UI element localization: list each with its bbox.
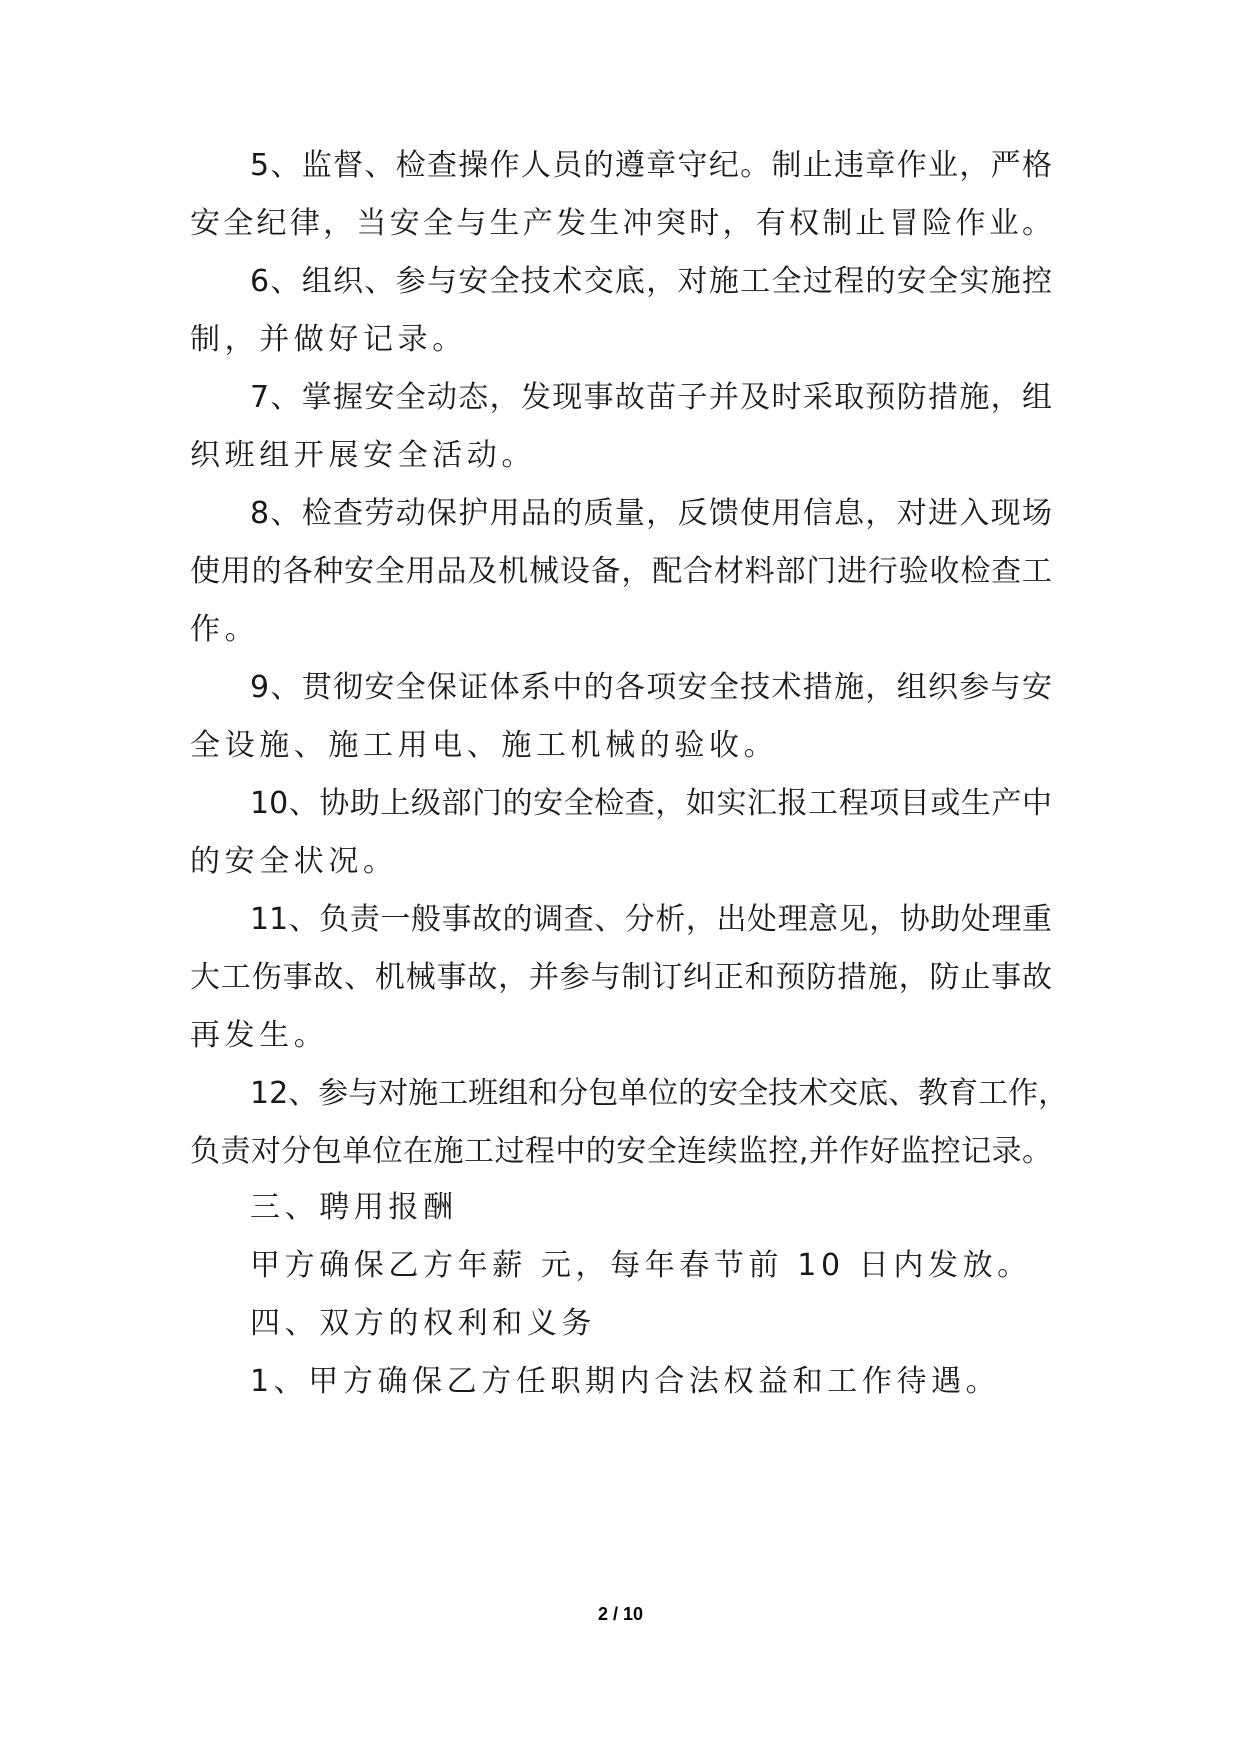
paragraph-6-line-1: 6、组织、参与安全技术交底，对施工全过程的安全实施控 [250,264,1052,299]
paragraph-12-line-1: 12、参与对施工班组和分包单位的安全技术交底、教育工作， [250,1076,1069,1111]
rights-item-1: 1、甲方确保乙方任职期内合法权益和工作待遇。 [250,1364,1001,1399]
section-heading-remuneration: 三、聘用报酬 [250,1190,458,1225]
section-heading-rights-obligations: 四、双方的权利和义务 [250,1306,596,1341]
paragraph-8-line-2: 使用的各种安全用品及机械设备，配合材料部门进行验收检查工 [190,554,1052,589]
paragraph-9-line-1: 9、贯彻安全保证体系中的各项安全技术措施，组织参与安 [250,670,1052,705]
paragraph-6-line-2: 制，并做好记录。 [190,322,467,357]
paragraph-10-line-1: 10、协助上级部门的安全检查，如实汇报工程项目或生产中 [250,786,1052,821]
paragraph-9-line-2: 全设施、施工用电、施工机械的验收。 [190,728,779,763]
paragraph-5-line-1: 5、监督、检查操作人员的遵章守纪。制止违章作业，严格 [250,148,1052,183]
paragraph-8-line-3: 作。 [190,612,260,647]
paragraph-7-line-2: 织班组开展安全活动。 [190,438,536,473]
paragraph-5-line-2: 安全纪律，当安全与生产发生冲突时，有权制止冒险作业。 [190,206,1052,241]
paragraph-11-line-2: 大工伤事故、机械事故，并参与制订纠正和预防措施，防止事故 [190,960,1052,995]
paragraph-11-line-1: 11、负责一般事故的调查、分析，出处理意见，协助处理重 [250,902,1052,937]
paragraph-12-line-2: 负责对分包单位在施工过程中的安全连续监控,并作好监控记录。 [190,1134,1052,1169]
page-number: 2 / 10 [597,1604,644,1624]
paragraph-8-line-1: 8、检查劳动保护用品的质量，反馈使用信息，对进入现场 [250,496,1052,531]
salary-paragraph: 甲方确保乙方年薪 元，每年春节前 10 日内发放。 [250,1248,1032,1283]
paragraph-11-line-3: 再发生。 [190,1018,329,1053]
paragraph-10-line-2: 的安全状况。 [190,844,398,879]
paragraph-7-line-1: 7、掌握安全动态，发现事故苗子并及时采取预防措施，组 [250,380,1052,415]
